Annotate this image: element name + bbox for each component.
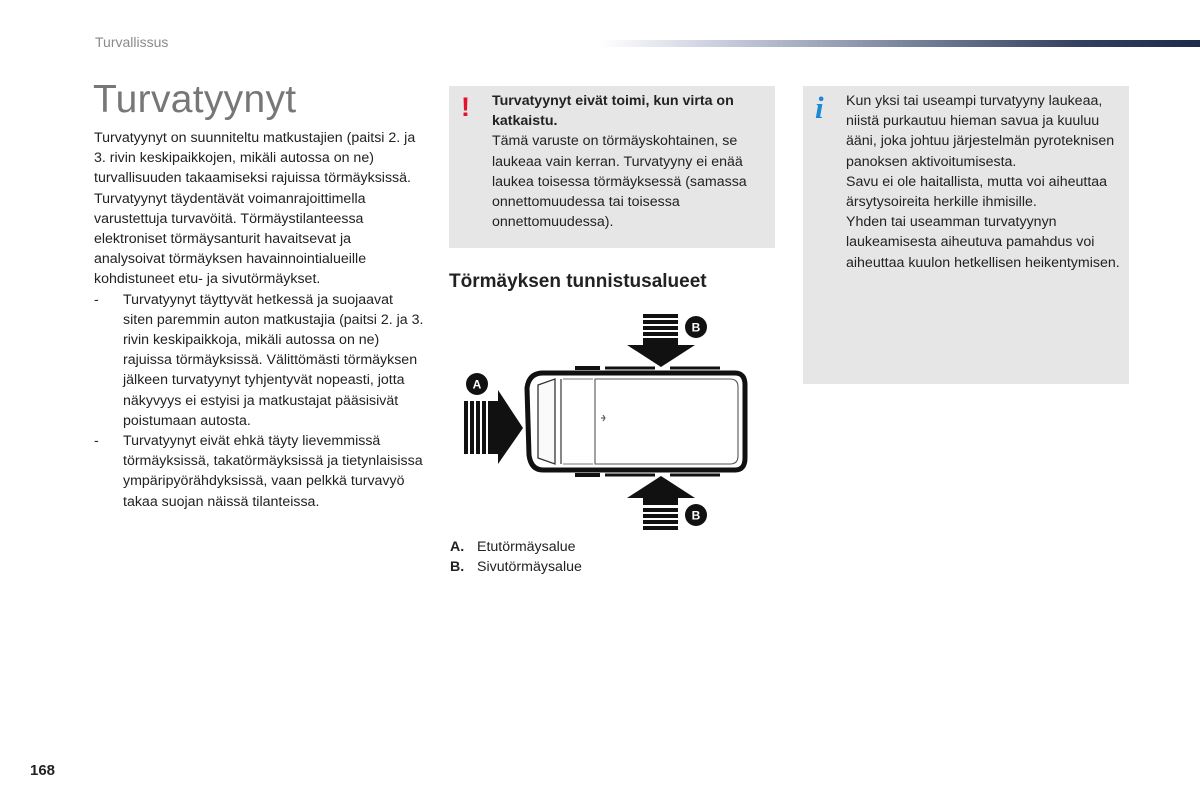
badge-b-label-bottom: B (691, 508, 701, 523)
badge-a-label: A (472, 377, 482, 392)
page-number: 168 (30, 762, 56, 779)
bullet-item (94, 290, 424, 431)
exclamation-icon: ! (461, 92, 470, 122)
side-impact-arrow-bottom-icon (627, 476, 695, 530)
bullet-text: Turvatyynyt täyttyvät hetkessä ja suojaavat siten paremmin auton matkustajia (paitsi 2. ja 3. rivin keskipaikkoja, mikäli autossa on ne) rajuissa törmäyksissä. Välittömästi törmäyksen jälkeen turvatyynyt tyhjentyvät nopeasti, jotta näkyvyys ei estyisi ja matkustajat pääsisivät poistumaan autosta. (123, 291, 424, 429)
legend-label: Sivutörmäysalue (477, 559, 582, 576)
warning-title: Turvatyynyt eivät toimi, kun virta on katkaistu. (492, 93, 734, 130)
zones-heading: Törmäyksen tunnistusalueet (449, 271, 707, 292)
bullet-text: Turvatyynyt eivät ehkä täyty lievemmissä törmäyksissä, takatörmäyksissä ja tietynlaisissa ympäripyörähdyksissä, vaan pelkkä turvavyö takaa suojan näissä tilanteissa. (123, 433, 423, 510)
side-zone-badge-top (685, 316, 707, 338)
bullet-item (94, 431, 424, 512)
info-paragraph: Savu ei ole haitallista, mutta voi aiheuttaa ärsytysoireita herkille ihmisille. (846, 173, 1108, 211)
info-icon: i (815, 90, 824, 125)
intro-column (94, 128, 424, 512)
legend-item (450, 557, 582, 577)
front-zone-badge (466, 373, 488, 395)
intro-paragraph: Turvatyynyt on suunniteltu matkustajien (paitsi 2. ja 3. rivin keskipaikkojen, mikäli autossa on ne) turvallisuuden takaamiseksi rajuissa törmäyksissä. Turvatyynyt täydentävät voimanrajoittimella varustettuja turvavöitä. Törmäystilanteessa elektroniset törmäysanturit havaitsevat ja analysoivat törmäyksen havainnointialueille kohdistuneet etu- ja sivutörmäykset. (94, 130, 416, 288)
legend-key: A. (450, 539, 465, 555)
page-title: Turvatyynyt (93, 78, 297, 121)
legend-item (450, 537, 582, 557)
side-impact-arrow-top-icon (627, 314, 695, 367)
info-text (846, 91, 1124, 273)
section-label: Turvallissus (95, 34, 169, 50)
warning-box (449, 86, 775, 248)
badge-b-label-top: B (691, 320, 701, 335)
side-zone-badge-bottom (685, 504, 707, 526)
info-paragraph: Kun yksi tai useampi turvatyyny laukeaa, niistä purkautuu hieman savua ja kuuluu ääni, joka johtuu järjestelmän pyroteknisen panoksen aktivoitumisesta. (846, 93, 1115, 170)
front-impact-arrow-icon (464, 390, 523, 464)
header-bar (600, 40, 1200, 47)
bullet-marker: - (94, 291, 99, 308)
info-paragraph: Yhden tai useamman turvatyynyn laukeamisesta aiheutuva pamahdus voi aiheuttaa kuulon hetkellisen heikentymisen. (846, 214, 1120, 271)
bullet-marker: - (94, 433, 99, 450)
info-box (803, 86, 1129, 384)
legend-key: B. (450, 559, 465, 576)
legend-label: Etutörmäysalue (477, 539, 576, 555)
van-top-view-icon (527, 366, 745, 477)
warning-body: Tämä varuste on törmäyskohtainen, se laukeaa vain kerran. Turvatyyny ei enää laukea toisessa törmäyksessä (samassa onnettomuudessa tai toisessa onnettomuudessa). (492, 133, 747, 231)
impact-zones-diagram (455, 305, 755, 530)
warning-text (492, 91, 770, 232)
zones-legend (450, 537, 582, 577)
